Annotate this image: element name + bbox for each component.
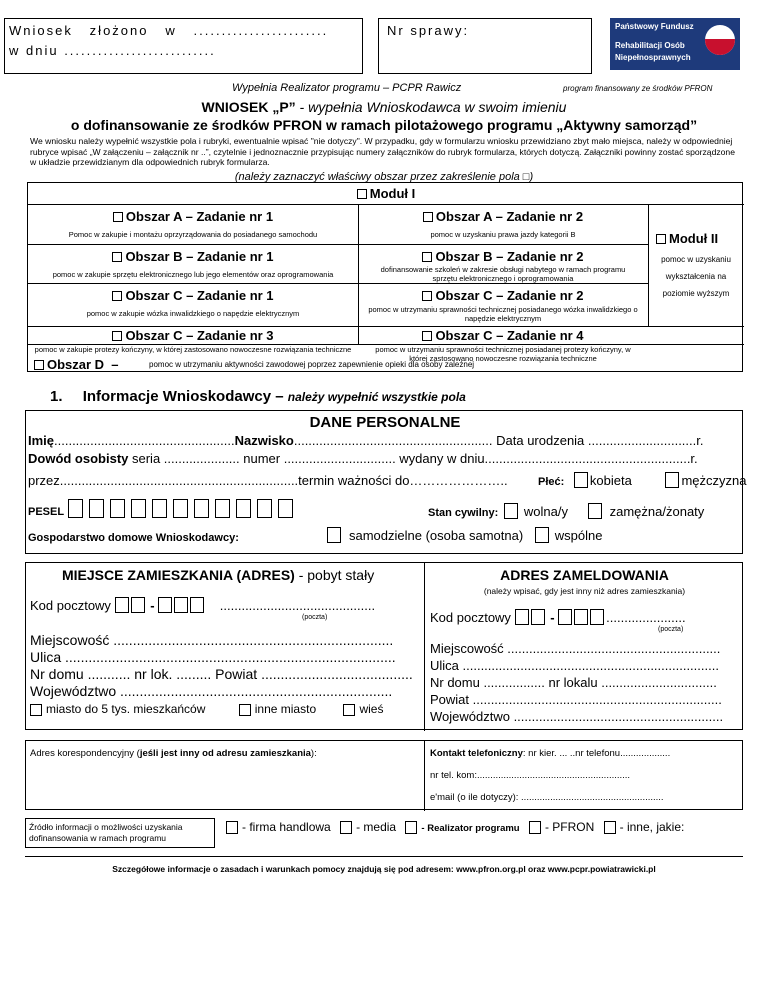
poczta-label: (poczta) bbox=[302, 614, 328, 621]
pfron-note: program finansowany ze środków PFRON bbox=[563, 84, 713, 93]
kod-digit[interactable] bbox=[115, 597, 129, 613]
instructions: We wniosku należy wypełnić wszystkie pola i rubryki, ewentualnie wpisać "nie dotyczy". W przypadku, gdy w formularzu wniosku przewidziano zbyt mało miejsca, należy w odpowiedniej rubryce wpisać „W załączeniu – załącznik nr ..”, czytelnie i jednoznacznie przypisując numery załączników do rubryk formularza, których dotyczą. Załączniki powinny zostać sporządzone w układzie przewidzianym dla odpowiednich rubryk formularza. bbox=[30, 136, 735, 167]
miejscowosc-field: Miejscowość ........................................................................ bbox=[30, 632, 394, 648]
kod-digit[interactable] bbox=[131, 597, 145, 613]
pesel-digit[interactable] bbox=[110, 499, 125, 518]
section1-subtitle: należy wypełnić wszystkie pola bbox=[287, 390, 466, 404]
modul2-desc-2: wykształcenia na bbox=[665, 272, 727, 281]
pesel-label: PESEL bbox=[28, 506, 65, 518]
pesel-digit[interactable] bbox=[215, 499, 230, 518]
task-c3-desc: pomoc w zakupie protezy kończyny, w której zastosowano nowoczesne rozwiązania techniczne bbox=[34, 345, 352, 354]
firma-checkbox[interactable] bbox=[226, 821, 238, 834]
nr-domu-field: Nr domu ........... nr lok. ......... Powiat ....................................... bbox=[30, 666, 413, 682]
section1-number: 1. bbox=[50, 388, 63, 405]
title-rest: - wypełnia Wnioskodawca w swoim imieniu bbox=[295, 99, 567, 115]
media-checkbox[interactable] bbox=[340, 821, 352, 834]
address-right-note: (należy wpisać, gdy jest inny niż adres zamieszkania) bbox=[483, 586, 686, 596]
modul2-title[interactable]: Moduł II bbox=[656, 231, 718, 246]
task-c4-checkbox[interactable] bbox=[422, 331, 432, 341]
task-a2[interactable]: Obszar A – Zadanie nr 2 bbox=[358, 209, 648, 224]
pesel-digit[interactable] bbox=[68, 499, 83, 518]
logo-line2: Rehabilitacji Osób bbox=[615, 41, 685, 50]
form-title bbox=[0, 99, 768, 115]
wniosek-box bbox=[4, 18, 363, 74]
miasto-checkbox[interactable] bbox=[30, 704, 42, 716]
source-label: Źródło informacji o możliwości uzyskania dofinansowania w ramach programu bbox=[29, 822, 183, 843]
task-a2-checkbox[interactable] bbox=[423, 212, 433, 222]
email-field: e'mail (o ile dotyczy): ...................................................... bbox=[430, 792, 664, 803]
r-ulica-field: Ulica ....................................................................... bbox=[430, 658, 719, 673]
r-miejscowosc-field: Miejscowość ........................................................... bbox=[430, 641, 721, 656]
modul2-desc-3: poziomie wyższym bbox=[662, 289, 730, 298]
contact-box bbox=[25, 740, 743, 810]
mezczyzna-checkbox[interactable] bbox=[665, 472, 679, 488]
pesel-digit[interactable] bbox=[257, 499, 272, 518]
kontakt-field: Kontakt telefoniczny: nr kier. ... ..nr telefonu................... bbox=[430, 748, 671, 759]
modul1-checkbox[interactable] bbox=[357, 189, 367, 199]
pesel-digit[interactable] bbox=[194, 499, 209, 518]
samodzielne-checkbox[interactable] bbox=[327, 527, 341, 543]
task-c3[interactable]: Obszar C – Zadanie nr 3 bbox=[28, 328, 358, 343]
pesel-digit[interactable] bbox=[131, 499, 146, 518]
pfron-checkbox[interactable] bbox=[529, 821, 541, 834]
logo-line3: Niepełnosprawnych bbox=[615, 53, 691, 62]
task-c1-desc: pomoc w zakupie wózka inwalidzkiego o napędzie elektrycznym bbox=[86, 309, 300, 318]
nr-sprawy-box bbox=[378, 18, 592, 74]
section1-title: Informacje Wnioskodawcy – bbox=[82, 388, 284, 405]
mark-note: (należy zaznaczyć właściwy obszar przez zakreślenie pola □) bbox=[234, 171, 534, 183]
modul2-desc-1: pomoc w uzyskaniu bbox=[661, 255, 731, 264]
obszar-d-checkbox[interactable] bbox=[34, 360, 44, 370]
personal-row2: Dowód osobisty seria ..................... numer ............................... wydany w dniu.........................................................r. bbox=[28, 451, 698, 466]
modules-table bbox=[27, 182, 743, 372]
kod-digit[interactable] bbox=[158, 597, 172, 613]
task-c2-desc: pomoc w utrzymaniu sprawności technicznej posiadanego wózka inwalidzkiego o napędzie elektrycznym bbox=[368, 305, 638, 323]
footer-divider bbox=[25, 856, 743, 857]
realizator-checkbox[interactable] bbox=[405, 821, 417, 834]
zamezna-checkbox[interactable] bbox=[588, 503, 602, 519]
inne-miasto-checkbox[interactable] bbox=[239, 704, 251, 716]
logo-circle-icon bbox=[705, 25, 735, 55]
source-options: - firma handlowa - media - Realizator programu - PFRON - inne, jakie: bbox=[226, 820, 684, 834]
task-b2-checkbox[interactable] bbox=[422, 252, 432, 262]
pesel-digit[interactable] bbox=[152, 499, 167, 518]
r-kod-digit[interactable] bbox=[558, 609, 572, 625]
r-powiat-field: Powiat ..................................................................... bbox=[430, 692, 722, 707]
task-c2[interactable]: Obszar C – Zadanie nr 2 bbox=[358, 288, 648, 303]
date-label: w dniu ........................... bbox=[9, 43, 216, 58]
form-subtitle: o dofinansowanie ze środków PFRON w ramach pilotażowego programu „Aktywny samorząd” bbox=[70, 117, 698, 133]
task-b2[interactable]: Obszar B – Zadanie nr 2 bbox=[358, 249, 648, 264]
place-type-group: miasto do 5 tys. mieszkańców inne miasto wieś bbox=[30, 702, 383, 716]
inne-checkbox[interactable] bbox=[604, 821, 616, 834]
kobieta-checkbox[interactable] bbox=[574, 472, 588, 488]
title-bold: WNIOSEK „P” bbox=[201, 99, 296, 115]
pesel-digit[interactable] bbox=[173, 499, 188, 518]
task-c3-checkbox[interactable] bbox=[112, 331, 122, 341]
task-c2-checkbox[interactable] bbox=[422, 291, 432, 301]
kod-row: Kod pocztowy - ........................................... bbox=[30, 598, 376, 613]
personal-row1: Imię..................................................Nazwisko....................................................... Data urodzenia ..............................r. bbox=[28, 433, 704, 448]
gosp-label: Gospodarstwo domowe Wnioskodawcy: bbox=[28, 532, 239, 544]
r-wojewodztwo-field: Województwo .......................................................... bbox=[430, 709, 724, 724]
r-poczta-label: (poczta) bbox=[658, 626, 684, 633]
r-kod-digit[interactable] bbox=[515, 609, 529, 625]
nr-sprawy-label: Nr sprawy: bbox=[387, 23, 470, 38]
task-a2-desc: pomoc w uzyskaniu prawa jazdy kategorii B bbox=[430, 230, 576, 239]
kod-digit[interactable] bbox=[190, 597, 204, 613]
section1-heading bbox=[50, 388, 466, 405]
task-a1[interactable]: Obszar A – Zadanie nr 1 bbox=[28, 209, 358, 224]
stan-cywilny-group: Stan cywilny: wolna/y zamężna/żonaty bbox=[428, 504, 705, 519]
realizator-note: Wypełnia Realizator programu – PCPR Rawicz bbox=[232, 82, 462, 94]
wojewodztwo-field: Województwo ...................................................................... bbox=[30, 683, 393, 699]
personal-box bbox=[25, 410, 747, 554]
address-box bbox=[25, 562, 743, 730]
task-a1-desc: Pomoc w zakupie i montażu oprzyrządowania do posiadanego samochodu bbox=[68, 230, 318, 239]
pesel-digit[interactable] bbox=[236, 499, 251, 518]
task-b1-desc: pomoc w zakupie sprzętu elektronicznego lub jego elementów oraz oprogramowania bbox=[52, 270, 334, 279]
obszar-d[interactable]: Obszar D – bbox=[34, 357, 119, 372]
task-b2-desc: dofinansowanie szkoleń w zakresie obsługi nabytego w ramach programu sprzętu elektronicznego i oprogramowania bbox=[380, 265, 626, 283]
task-b1-checkbox[interactable] bbox=[112, 252, 122, 262]
task-c4[interactable]: Obszar C – Zadanie nr 4 bbox=[358, 328, 648, 343]
task-b1[interactable]: Obszar B – Zadanie nr 1 bbox=[28, 249, 358, 264]
task-c4-desc: pomoc w utrzymaniu sprawności technicznej posiadanej protezy kończyny, w której zastosowano nowoczesne rozwiązania techniczne bbox=[375, 345, 631, 363]
wniosek-label: Wniosek złożono w ........................ bbox=[9, 23, 329, 38]
personal-heading: DANE PERSONALNE bbox=[309, 414, 461, 431]
source-label-box bbox=[25, 818, 215, 848]
wspolne-checkbox[interactable] bbox=[535, 527, 549, 543]
footer-info: Szczegółowe informacje o zasadach i warunkach pomocy znajdują się pod adresem: www.pfron.org.pl oraz www.pcpr.powiatrawicki.pl bbox=[112, 864, 656, 874]
kod-digit[interactable] bbox=[174, 597, 188, 613]
modul1-title[interactable]: Moduł I bbox=[28, 186, 744, 201]
pesel-digit[interactable] bbox=[89, 499, 104, 518]
r-kod-row: Kod pocztowy - ...................... bbox=[430, 610, 686, 625]
personal-row3: przez..................................................................termin ważności do………………….. bbox=[28, 473, 508, 488]
plec-group: Płeć: kobieta mężczyzna bbox=[538, 473, 747, 488]
ulica-field: Ulica ..................................................................................... bbox=[30, 649, 396, 665]
r-kod-digit[interactable] bbox=[590, 609, 604, 625]
pesel-digit[interactable] bbox=[278, 499, 293, 518]
r-kod-digit[interactable] bbox=[574, 609, 588, 625]
task-c1[interactable]: Obszar C – Zadanie nr 1 bbox=[28, 288, 358, 303]
obszar-d-desc: pomoc w utrzymaniu aktywności zawodowej poprzez zapewnienie opieki dla osoby zależnej bbox=[149, 360, 475, 369]
kom-field: nr tel. kom:.......................................................... bbox=[430, 770, 631, 781]
task-a1-checkbox[interactable] bbox=[113, 212, 123, 222]
wies-checkbox[interactable] bbox=[343, 704, 355, 716]
koresp-label: Adres korespondencyjny (jeśli jest inny od adresu zamieszkania): bbox=[30, 748, 317, 759]
address-left-heading: MIEJSCE ZAMIESZKANIA (ADRES) - pobyt stały bbox=[62, 567, 375, 583]
r-kod-digit[interactable] bbox=[531, 609, 545, 625]
address-right-heading: ADRES ZAMELDOWANIA bbox=[500, 567, 669, 583]
wolna-checkbox[interactable] bbox=[504, 503, 518, 519]
r-nr-domu-field: Nr domu ................. nr lokalu ................................ bbox=[430, 675, 717, 690]
task-c1-checkbox[interactable] bbox=[112, 291, 122, 301]
gosp-group: samodzielne (osoba samotna) wspólne bbox=[327, 527, 602, 544]
pfron-logo bbox=[610, 18, 740, 70]
pesel-boxes[interactable] bbox=[68, 499, 299, 520]
logo-line1: Państwowy Fundusz bbox=[615, 22, 694, 31]
modul2-checkbox[interactable] bbox=[656, 234, 666, 244]
